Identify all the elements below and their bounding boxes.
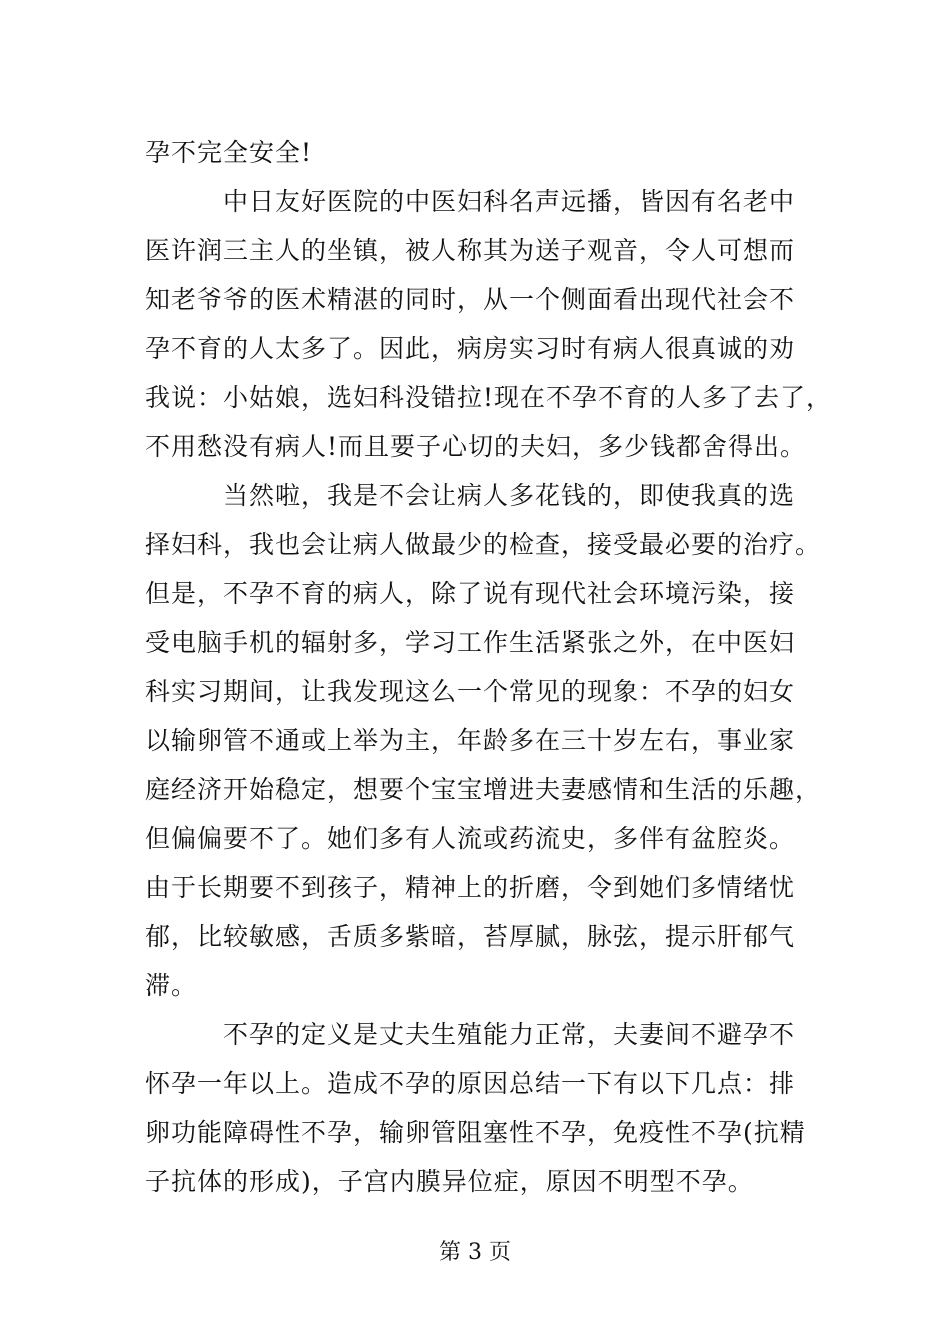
- text-line: 当然啦，我是不会让病人多花钱的，即使我真的选: [145, 481, 796, 510]
- text-line: 科实习期间，让我发现这么一个常见的现象：不孕的妇女: [145, 677, 796, 706]
- text-line: 医许润三主人的坐镇，被人称其为送子观音，令人可想而: [145, 236, 796, 265]
- text-line: 孕不完全安全!: [145, 138, 313, 167]
- text-line: 但是，不孕不育的病人，除了说有现代社会环境污染，接: [145, 579, 796, 608]
- text-line: 知老爷爷的医术精湛的同时，从一个侧面看出现代社会不: [145, 285, 796, 314]
- text-line: 郁，比较敏感，舌质多紫暗，苔厚腻，脉弦，提示肝郁气: [145, 922, 796, 951]
- text-line: 不用愁没有病人!而且要子心切的夫妇，多少钱都舍得出。: [145, 432, 807, 461]
- text-line: 卵功能障碍性不孕，输卵管阻塞性不孕，免疫性不孕(抗精: [145, 1118, 806, 1147]
- text-line: 庭经济开始稳定，想要个宝宝增进夫妻感情和生活的乐趣，: [145, 775, 822, 804]
- text-line: 滞。: [145, 971, 198, 1000]
- text-line: 孕不育的人太多了。因此，病房实习时有病人很真诚的劝: [145, 334, 796, 363]
- body-text: [145, 128, 833, 1206]
- text-line: 怀孕一年以上。造成不孕的原因总结一下有以下几点：排: [145, 1069, 796, 1098]
- text-line: 我说：小姑娘，选妇科没错拉!现在不孕不育的人多了去了，: [145, 383, 833, 412]
- text-line: 但偏偏要不了。她们多有人流或药流史，多伴有盆腔炎。: [145, 824, 796, 853]
- text-line: 由于长期要不到孩子，精神上的折磨，令到她们多情绪忧: [145, 873, 796, 902]
- text-line: 子抗体的形成)，子宫内膜异位症，原因不明型不孕。: [145, 1167, 754, 1196]
- text-line: 以输卵管不通或上举为主，年龄多在三十岁左右，事业家: [145, 726, 796, 755]
- text-line: 择妇科，我也会让病人做最少的检查，接受最必要的治疗。: [145, 530, 822, 559]
- text-line: 受电脑手机的辐射多，学习工作生活紧张之外，在中医妇: [145, 628, 796, 657]
- text-line: 中日友好医院的中医妇科名声远播，皆因有名老中: [145, 187, 796, 216]
- text-line: 不孕的定义是丈夫生殖能力正常，夫妻间不避孕不: [145, 1020, 796, 1049]
- page-number: 第 3 页: [439, 1240, 511, 1265]
